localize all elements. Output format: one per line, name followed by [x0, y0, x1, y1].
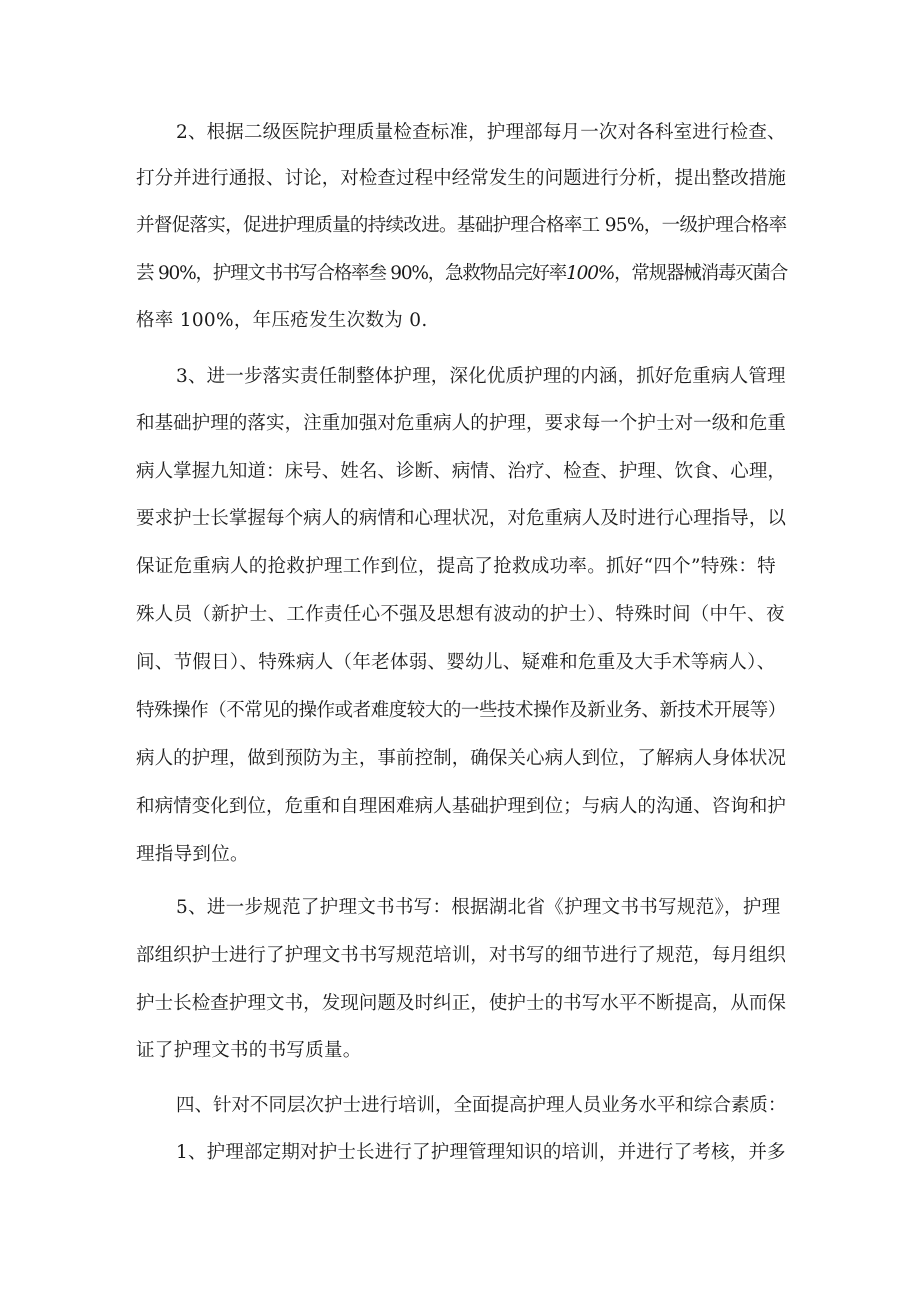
section-heading: 四、针对不同层次护士进行培训，全面提高护理人员业务水平和综合素质：	[176, 1095, 787, 1116]
paragraph-line: 5、进一步规范了护理文书书写：根据湖北省《护理文书书写规范》，护理	[176, 897, 781, 918]
paragraph-line: 并督促落实，促进护理质量的持续改进。基础护理合格率工 95%，一级护理合格率	[136, 215, 787, 236]
paragraph-line: 部组织护士进行了护理文书书写规范培训，对书写的细节进行了规范，每月组织	[136, 945, 787, 966]
paragraph-line: 打分并进行通报、讨论，对检查过程中经常发生的问题进行分析，提出整改措施	[136, 168, 787, 189]
paragraph-line: 间、节假日）、特殊病人（年老体弱、婴幼儿、疑难和危重及大手术等病人）、	[136, 652, 776, 673]
paragraph-line: 要求护士长掌握每个病人的病情和心理状况，对危重病人及时进行心理指导，以	[136, 508, 787, 529]
paragraph-line: 和病情变化到位，危重和自理困难病人基础护理到位；与病人的沟通、咨询和护	[136, 796, 787, 817]
paragraph-line: 3、进一步落实责任制整体护理，深化优质护理的内涵，抓好危重病人管理	[176, 366, 786, 387]
paragraph-line: 病人的护理，做到预防为主，事前控制，确保关心病人到位，了解病人身体状况	[136, 748, 787, 769]
paragraph-line: 格率 100%，年压疮发生次数为 0.	[136, 310, 428, 331]
paragraph-line: 芸 90%，护理文书书写合格率叁 90%，急救物品完好率100%，常规器械消毒灭菌合	[136, 263, 788, 284]
paragraph-line: 病人掌握九知道：床号、姓名、诊断、病情、治疗、检查、护理、饮食、心理，	[136, 461, 787, 482]
paragraph-line: 特殊操作（不常见的操作或者难度较大的一些技术操作及新业务、新技术开展等）	[136, 700, 786, 721]
paragraph-line: 证了护理文书的书写质量。	[136, 1040, 362, 1061]
paragraph-line: 1、护理部定期对护士长进行了护理管理知识的培训，并进行了考核，并多	[176, 1142, 786, 1163]
paragraph-line: 和基础护理的落实，注重加强对危重病人的护理，要求每一个护士对一级和危重	[136, 413, 787, 434]
paragraph-line: 殊人员（新护士、工作责任心不强及思想有波动的护士）、特殊时间（中午、夜	[136, 604, 785, 625]
paragraph-line: 保证危重病人的抢救护理工作到位，提高了抢救成功率。抓好“四个”特殊：特	[136, 556, 776, 577]
paragraph-line: 护士长检查护理文书，发现问题及时纠正，使护士的书写水平不断提高，从而保	[136, 993, 787, 1014]
paragraph-line: 理指导到位。	[136, 844, 249, 865]
paragraph-line: 2、根据二级医院护理质量检查标准，护理部每月一次对各科室进行检查、	[176, 122, 786, 143]
